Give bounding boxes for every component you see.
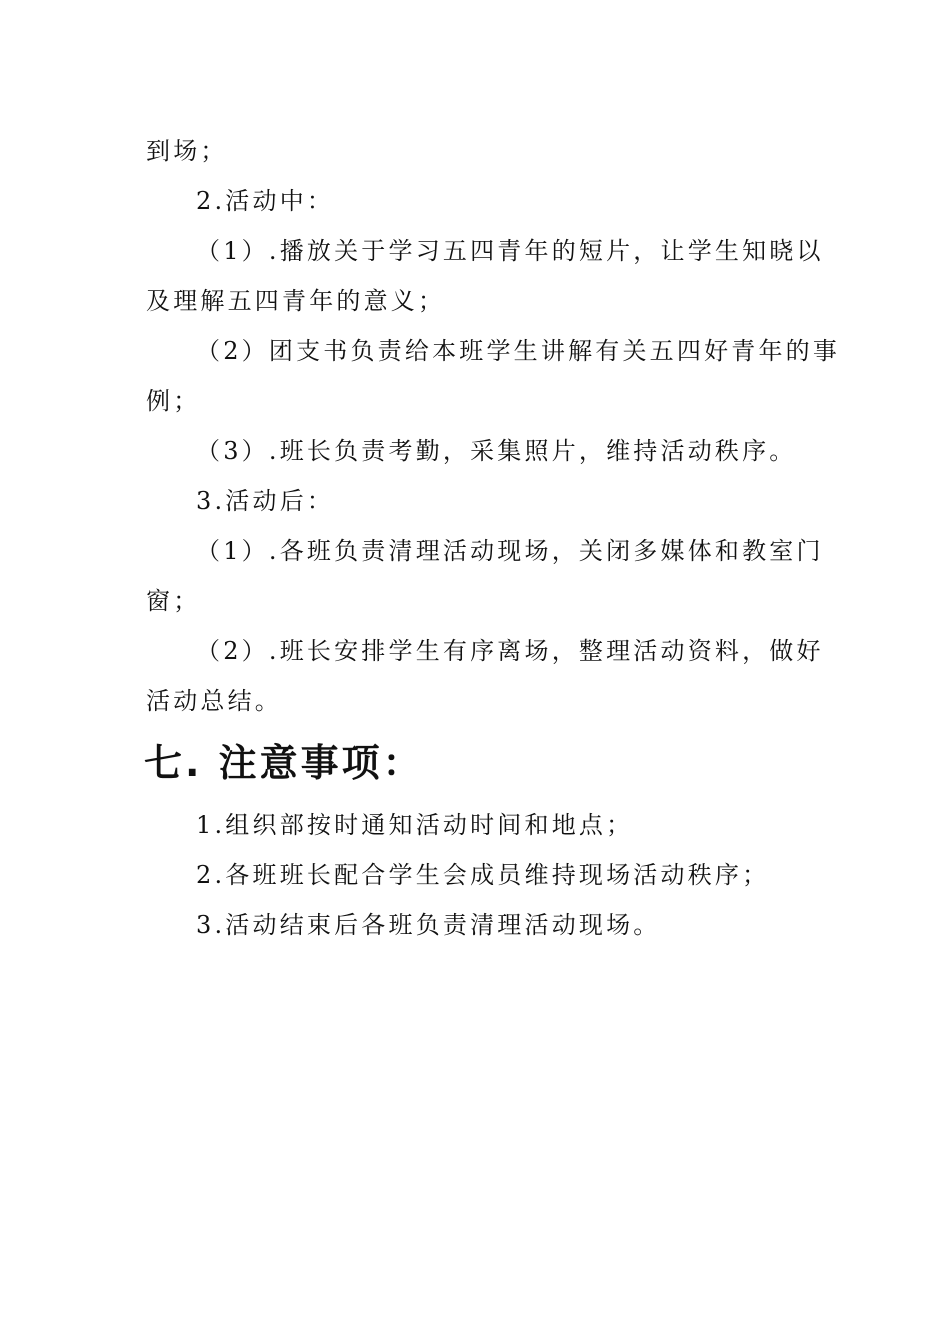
section-heading: 七. 注意事项： [144, 741, 424, 785]
body-line: （2）团支书负责给本班学生讲解有关五四好青年的事 [196, 337, 841, 365]
body-line: 窗； [146, 587, 201, 615]
body-line: （1）.播放关于学习五四青年的短片，让学生知晓以 [196, 237, 824, 265]
body-line: 3.活动后： [196, 487, 335, 515]
body-line: 到场； [146, 137, 228, 165]
body-line: 活动总结。 [146, 687, 282, 715]
body-line: 2.活动中： [196, 187, 335, 215]
note-item: 2.各班班长配合学生会成员维持现场活动秩序； [196, 861, 770, 889]
body-line: （2）.班长安排学生有序离场，整理活动资料，做好 [196, 637, 824, 665]
note-item: 1.组织部按时通知活动时间和地点； [196, 811, 634, 839]
note-item: 3.活动结束后各班负责清理活动现场。 [196, 911, 661, 939]
body-line: 例； [146, 387, 201, 415]
body-line: （3）.班长负责考勤，采集照片，维持活动秩序。 [196, 437, 797, 465]
body-line: （1）.各班负责清理活动现场，关闭多媒体和教室门 [196, 537, 824, 565]
body-line: 及理解五四青年的意义； [146, 287, 446, 315]
